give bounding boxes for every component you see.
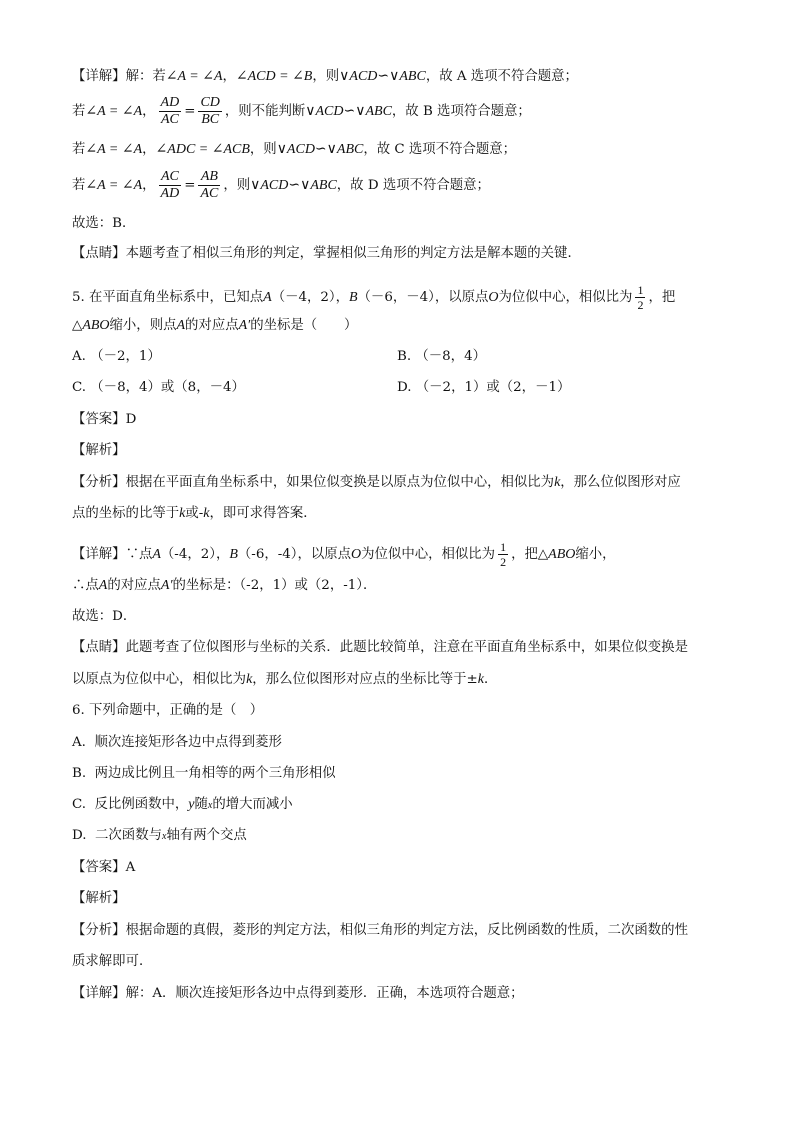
q5-answer: 【答案】D (72, 412, 137, 427)
q6-detail: 【详解】解：A．顺次连接矩形各边中点得到菱形．正确，本选项符合题意； (72, 986, 524, 1001)
q4-choice: 故选：B． (72, 216, 136, 231)
q5-analysis-line-2: 点的坐标的比等于k或-k，即可求得答案． (72, 506, 317, 521)
q5-comment-line-1: 【点睛】此题考查了位似图形与坐标的关系．此题比较简单，注意在平面直角坐标系中，如果位似变换是 (72, 640, 688, 655)
q6-option-c: C. 反比例函数中，y随x的增大而减小 (72, 797, 293, 812)
q5-option-d: D. （－2，1）或（2，－1） (397, 380, 571, 395)
fraction-ab-ac: $\frac{AB}{AC}$ (200, 169, 219, 201)
q5-stem-line-2: △ABO缩小，则点A的对应点A′的坐标是（ ） (72, 318, 358, 333)
q4-detail-line-1: 【详解】解：若∠A = ∠A，∠ACD = ∠B，则∨ACD∽∨ABC，故 A 选项不符合题意； (72, 69, 578, 84)
q4-comment: 【点睛】本题考查了相似三角形的判定，掌握相似三角形的判定方法是解本题的关键． (72, 246, 581, 261)
fraction-ad-ac: $\frac{AD}{AC}$ (160, 95, 180, 127)
q4-detail-line-2: 若∠A = ∠A， $\frac{AD}{AC}$ = $\frac{CD}{BC}$ ，则不能判断∨ACD∽∨ABC，故 B 选项符合题意； (72, 95, 531, 127)
q5-analysis-tag: 【解析】 (72, 443, 126, 458)
q6-option-a: A. 顺次连接矩形各边中点得到菱形 (72, 735, 282, 750)
q5-option-c: C. （－8，4）或（8，－4） (72, 380, 245, 395)
q5-analysis-line-1: 【分析】根据在平面直角坐标系中，如果位似变换是以原点为位似中心，相似比为k，那么位似图形对应 (72, 475, 681, 490)
q6-option-b: B. 两边成比例且一角相等的两个三角形相似 (72, 766, 336, 781)
q6-analysis-tag: 【解析】 (72, 891, 126, 906)
fraction-one-half: $\frac{1}{2}$ (637, 283, 644, 312)
q6-answer: 【答案】A (72, 860, 136, 875)
q4-detail-line-3: 若∠A = ∠A，∠ADC = ∠ACB，则∨ACD∽∨ABC，故 C 选项不符合题意； (72, 142, 517, 157)
q5-detail-line-1: 【详解】∵点A（-4，2），B（-6，-4），以原点O为位似中心，相似比为 $\frac{1}{2}$ ，把△ABO缩小， (72, 540, 616, 569)
q5-option-b: B. （－8，4） (397, 349, 486, 364)
q5-comment-line-2: 以原点为位似中心，相似比为k，那么位似图形对应点的坐标比等于±k． (72, 672, 498, 687)
tag-detail: 【详解】 (72, 69, 126, 84)
tag-comment: 【点睛】 (72, 246, 126, 261)
q5-option-a: A. （－2，1） (72, 349, 161, 364)
fraction-ac-ad: $\frac{AC}{AD}$ (160, 169, 180, 201)
q5-choice: 故选：D． (72, 609, 137, 624)
q6-analysis-line-2: 质求解即可． (72, 954, 153, 969)
q5-stem-line-1: 5. 在平面直角坐标系中，已知点A（－4，2），B（－6，－4），以原点O为位似中心，相似比为 $\frac{1}{2}$ ，把 (72, 283, 676, 312)
q6-stem: 6. 下列命题中，正确的是（ ） (72, 703, 264, 718)
q5-detail-line-2: ∴点A的对应点A′的坐标是：（-2，1）或（2，-1）． (72, 578, 377, 593)
q6-option-d: D. 二次函数与x轴有两个交点 (72, 828, 247, 843)
q6-analysis-line-1: 【分析】根据命题的真假，菱形的判定方法，相似三角形的判定方法，反比例函数的性质，二次函数的性 (72, 923, 688, 938)
fraction-one-half-2: $\frac{1}{2}$ (500, 540, 507, 569)
fraction-cd-bc: $\frac{CD}{BC}$ (200, 95, 220, 127)
q4-detail-line-4: 若∠A = ∠A， $\frac{AC}{AD}$ = $\frac{AB}{AC}$ ，则∨ACD∽∨ABC，故 D 选项不符合题意； (72, 169, 490, 201)
